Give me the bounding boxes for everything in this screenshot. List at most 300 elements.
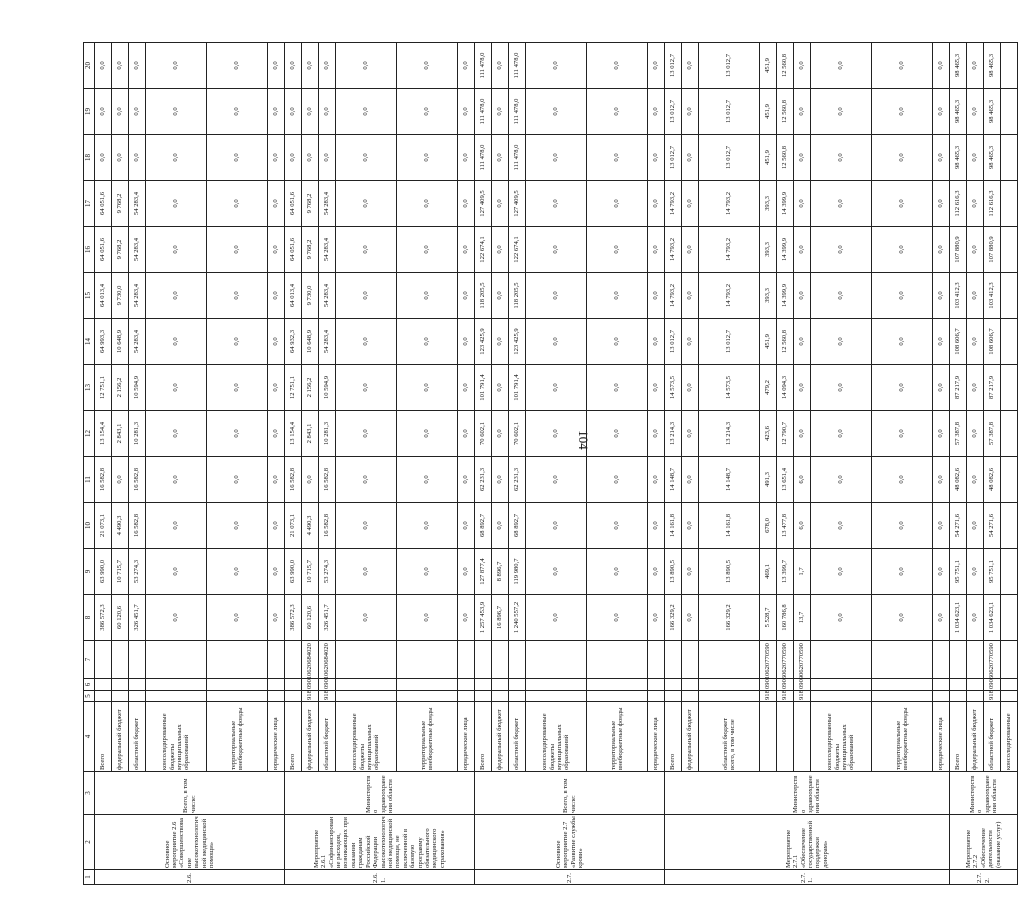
code-target: 0620770590 [984,641,1001,679]
value-cell-10: 0,0 [967,503,984,549]
value-cell-11: 6,0 [794,457,811,503]
value-cell-9: 469,1 [760,549,777,595]
value-cell-15 [1001,273,1018,319]
table-row [587,43,648,885]
value-cell-9: 119 980,7 [509,549,526,595]
value-cell-11: 0,0 [967,457,984,503]
value-cell-18: 111 478,0 [475,135,492,181]
value-cell-12: 0,0 [397,411,458,457]
table-row [967,43,984,885]
value-cell-18: 451,9 [760,135,777,181]
value-cell-14: 0,0 [397,319,458,365]
value-cell-15: 118 205,5 [509,273,526,319]
value-cell-11: 491,3 [760,457,777,503]
header-cell-18: 18 [84,135,95,181]
value-cell-16: 0,0 [526,227,587,273]
table-row [682,43,699,885]
value-cell-12 [1001,411,1018,457]
table-row [207,43,268,885]
code-grbs [811,691,872,702]
value-cell-11: 0,0 [207,457,268,503]
table-row [760,43,777,885]
table-row [777,43,794,885]
funding-source: федеральный бюджет [112,702,129,772]
value-cell-10: 0,0 [872,503,933,549]
value-cell-19: 13 012,7 [699,89,760,135]
value-cell-19: 12 560,8 [777,89,794,135]
funding-source [777,702,794,772]
header-cell-16: 16 [84,227,95,273]
header-cell-7: 7 [84,641,95,679]
funding-source: Всего [950,702,967,772]
funding-source: Всего [475,702,492,772]
header-cell-6: 6 [84,679,95,691]
value-cell-14: 123 425,9 [475,319,492,365]
header-cell-19: 19 [84,89,95,135]
value-cell-14: 12 560,8 [777,319,794,365]
value-cell-13: 2 156,2 [302,365,319,411]
value-cell-20: 0,0 [268,43,285,89]
value-cell-13: 0,0 [492,365,509,411]
value-cell-8: 0,0 [872,595,933,641]
value-cell-19: 0,0 [526,89,587,135]
value-cell-18: 0,0 [397,135,458,181]
value-cell-16: 0,0 [458,227,475,273]
value-cell-19: 0,0 [207,89,268,135]
table-row [336,43,397,885]
value-cell-13: 0,0 [682,365,699,411]
value-cell-15: 0,0 [336,273,397,319]
table-row [665,43,682,885]
value-cell-11: 0,0 [268,457,285,503]
value-cell-12: 12 790,7 [777,411,794,457]
rotated-table-frame [83,47,1013,885]
value-cell-20: 98 465,3 [984,43,1001,89]
value-cell-18 [1001,135,1018,181]
value-cell-11: 0,0 [112,457,129,503]
value-cell-13: 0,0 [967,365,984,411]
value-cell-17: 64 051,6 [285,181,302,227]
value-cell-18: 0,0 [129,135,146,181]
value-cell-20 [1001,43,1018,89]
executor: Всего, в том числе: [475,772,665,815]
value-cell-17: 9 768,2 [302,181,319,227]
value-cell-18: 0,0 [302,135,319,181]
value-cell-12: 70 602,1 [509,411,526,457]
value-cell-15: 64 013,4 [95,273,112,319]
value-cell-9: 0,0 [526,549,587,595]
value-cell-14: 13 012,7 [699,319,760,365]
value-cell-19: 0,0 [319,89,336,135]
value-cell-15: 9 730,0 [112,273,129,319]
value-cell-15: 0,0 [811,273,872,319]
funding-source: областной бюджет [984,702,1001,772]
value-cell-9: 95 751,1 [950,549,967,595]
code-target [648,641,665,679]
value-cell-9 [1001,549,1018,595]
code-target [268,641,285,679]
value-cell-11: 0,0 [458,457,475,503]
value-cell-16: 0,0 [967,227,984,273]
value-cell-15: 0,0 [967,273,984,319]
code-section [682,679,699,691]
value-cell-12: 0,0 [336,411,397,457]
value-cell-20: 0,0 [648,43,665,89]
code-grbs [112,691,129,702]
funding-source: юридические лица [458,702,475,772]
value-cell-9: 95 751,1 [984,549,1001,595]
funding-source: консолидированные бюджеты муниципальных образований [336,702,397,772]
funding-source: областной бюджет [129,702,146,772]
value-cell-18: 0,0 [268,135,285,181]
value-cell-15: 0,0 [268,273,285,319]
value-cell-8: 0,0 [526,595,587,641]
value-cell-14: 64 993,3 [95,319,112,365]
header-cell-12: 12 [84,411,95,457]
value-cell-9: 0,0 [458,549,475,595]
header-cell-20: 20 [84,43,95,89]
value-cell-8: 386 572,3 [95,595,112,641]
value-cell-12: 0,0 [933,411,950,457]
code-grbs [526,691,587,702]
value-cell-17: 0,0 [207,181,268,227]
value-cell-14: 0,0 [967,319,984,365]
code-section [665,679,682,691]
value-cell-10: 0,0 [933,503,950,549]
value-cell-11: 0,0 [397,457,458,503]
code-section [509,679,526,691]
value-cell-8: 0,0 [268,595,285,641]
code-section [492,679,509,691]
value-cell-15: 0,0 [587,273,648,319]
value-cell-13: 14 573,5 [665,365,682,411]
table-row [285,43,302,885]
header-cell-11: 11 [84,457,95,503]
code-grbs: 918 [319,691,336,702]
code-section [475,679,492,691]
value-cell-9: 10 715,7 [112,549,129,595]
value-cell-18: 0,0 [112,135,129,181]
code-target: 0620770590 [760,641,777,679]
value-cell-8: 0,0 [397,595,458,641]
value-cell-12: 13 214,3 [665,411,682,457]
value-cell-15: 0,0 [648,273,665,319]
header-cell-5: 5 [84,691,95,702]
value-cell-11: 0,0 [587,457,648,503]
value-cell-20: 0,0 [319,43,336,89]
value-cell-10: 0,0 [492,503,509,549]
value-cell-20: 13 012,7 [665,43,682,89]
value-cell-14: 0,0 [458,319,475,365]
value-cell-9: 0,0 [648,549,665,595]
table-row [509,43,526,885]
value-cell-13: 12 751,1 [285,365,302,411]
value-cell-17: 393,3 [760,181,777,227]
value-cell-19: 0,0 [285,89,302,135]
value-cell-11: 0,0 [336,457,397,503]
value-cell-17: 14 793,2 [665,181,682,227]
value-cell-15: 0,0 [682,273,699,319]
value-cell-8: 0,0 [207,595,268,641]
value-cell-8: 0,0 [682,595,699,641]
value-cell-19: 0,0 [794,89,811,135]
code-section [699,679,760,691]
value-cell-13: 0,0 [648,365,665,411]
value-cell-10: 0,0 [648,503,665,549]
table-row [397,43,458,885]
value-cell-16: 0,0 [811,227,872,273]
value-cell-17: 54 283,4 [319,181,336,227]
value-cell-12: 0,0 [492,411,509,457]
funding-source: Всего [285,702,302,772]
value-cell-15: 0,0 [146,273,207,319]
value-cell-19: 111 478,0 [475,89,492,135]
row-number: 2.7.1. [665,870,950,885]
value-cell-14: 0,0 [811,319,872,365]
code-target [207,641,268,679]
value-cell-10: 0,0 [587,503,648,549]
value-cell-10: 0,0 [811,503,872,549]
value-cell-18: 0,0 [648,135,665,181]
code-grbs: 918 [794,691,811,702]
value-cell-9: 0,0 [336,549,397,595]
value-cell-16: 0,0 [587,227,648,273]
measure-name: Мероприятие 2.7.2 «Обеспечение деятельности (оказание услуг) [950,815,1018,870]
value-cell-8: 1 240 557,2 [509,595,526,641]
value-cell-14: 108 606,7 [950,319,967,365]
value-cell-19 [1001,89,1018,135]
value-cell-11: 0,0 [811,457,872,503]
value-cell-18: 0,0 [872,135,933,181]
row-number: 2.6. [95,870,285,885]
value-cell-11: 62 231,3 [475,457,492,503]
value-cell-12: 57 387,8 [950,411,967,457]
value-cell-15: 103 412,3 [984,273,1001,319]
value-cell-10: 68 892,7 [509,503,526,549]
value-cell-18: 12 560,8 [777,135,794,181]
value-cell-19: 0,0 [397,89,458,135]
value-cell-9: 0,0 [872,549,933,595]
funding-source [794,702,811,772]
header-cell-14: 14 [84,319,95,365]
value-cell-9: 0,0 [397,549,458,595]
code-target [509,641,526,679]
value-cell-18: 0,0 [146,135,207,181]
value-cell-8: 326 451,7 [129,595,146,641]
code-section [397,679,458,691]
value-cell-11: 0,0 [648,457,665,503]
value-cell-9: 0,0 [268,549,285,595]
value-cell-12: 0,0 [207,411,268,457]
value-cell-16: 0,0 [268,227,285,273]
value-cell-17: 112 616,3 [950,181,967,227]
code-target [967,641,984,679]
value-cell-13: 2 156,2 [112,365,129,411]
code-grbs: 918 [302,691,319,702]
value-cell-13: 0,0 [146,365,207,411]
value-cell-9: 127 877,4 [475,549,492,595]
value-cell-15: 64 013,4 [285,273,302,319]
value-cell-12: 0,0 [146,411,207,457]
value-cell-8: 1 034 623,1 [984,595,1001,641]
value-cell-20: 98 465,3 [950,43,967,89]
value-cell-20: 111 478,0 [509,43,526,89]
value-cell-8: 166 329,2 [699,595,760,641]
value-cell-11: 16 582,8 [95,457,112,503]
value-cell-20: 0,0 [112,43,129,89]
code-grbs: 918 [777,691,794,702]
value-cell-12: 0,0 [458,411,475,457]
value-cell-16: 9 768,2 [302,227,319,273]
value-cell-12: 0,0 [967,411,984,457]
value-cell-17: 0,0 [648,181,665,227]
code-section: 0906 [777,679,794,691]
value-cell-12: 2 843,1 [112,411,129,457]
code-target [699,641,760,679]
code-target [458,641,475,679]
value-cell-16: 0,0 [146,227,207,273]
value-cell-19: 0,0 [811,89,872,135]
page-number: 104 [576,430,591,450]
value-cell-20: 0,0 [336,43,397,89]
value-cell-14: 10 648,9 [112,319,129,365]
value-cell-16: 54 283,4 [129,227,146,273]
value-cell-13: 0,0 [336,365,397,411]
value-cell-13: 10 594,9 [319,365,336,411]
value-cell-15: 103 412,3 [950,273,967,319]
value-cell-12: 0,0 [794,411,811,457]
value-cell-10: 0,0 [458,503,475,549]
value-cell-10: 13 477,8 [777,503,794,549]
funding-source: Всего [665,702,682,772]
value-cell-16: 0,0 [492,227,509,273]
funding-source: юридические лица [933,702,950,772]
value-cell-12: 0,0 [648,411,665,457]
value-cell-11: 16 582,8 [129,457,146,503]
value-cell-16: 0,0 [794,227,811,273]
value-cell-15: 0,0 [526,273,587,319]
code-section: 0901 [302,679,319,691]
value-cell-9: 10 715,7 [302,549,319,595]
value-cell-20: 0,0 [95,43,112,89]
value-cell-9: 13 890,5 [699,549,760,595]
code-grbs [475,691,492,702]
value-cell-10: 0,0 [207,503,268,549]
value-cell-14: 0,0 [682,319,699,365]
value-cell-20: 0,0 [492,43,509,89]
value-cell-9: 0,0 [933,549,950,595]
code-grbs [872,691,933,702]
value-cell-10: 21 073,1 [285,503,302,549]
value-cell-20: 0,0 [458,43,475,89]
table-row [268,43,285,885]
value-cell-14: 13 012,7 [665,319,682,365]
value-cell-17: 0,0 [872,181,933,227]
executor: Всего, в том числе: [95,772,285,815]
value-cell-19: 0,0 [587,89,648,135]
table-row [648,43,665,885]
value-cell-9: 0,0 [811,549,872,595]
value-cell-9: 0,0 [207,549,268,595]
funding-source: юридические лица [648,702,665,772]
table-row [129,43,146,885]
code-section [587,679,648,691]
value-cell-17: 9 768,2 [112,181,129,227]
value-cell-13: 101 791,4 [475,365,492,411]
value-cell-18: 13 012,7 [665,135,682,181]
value-cell-19: 0,0 [95,89,112,135]
value-cell-18: 0,0 [319,135,336,181]
table-row [950,43,967,885]
value-cell-17: 14 399,9 [777,181,794,227]
code-target [1001,641,1018,679]
code-grbs [699,691,760,702]
code-target [950,641,967,679]
table-row [146,43,207,885]
value-cell-10: 54 271,6 [984,503,1001,549]
code-section [526,679,587,691]
value-cell-11: 14 148,7 [699,457,760,503]
executor: Министерство здравоохранения области [950,772,1018,815]
funding-source [760,702,777,772]
value-cell-17: 0,0 [682,181,699,227]
value-cell-18: 0,0 [285,135,302,181]
header-cell-3: 3 [84,772,95,815]
code-grbs [397,691,458,702]
funding-source: консолидированные [1001,702,1018,772]
value-cell-8: 60 120,6 [302,595,319,641]
value-cell-16: 0,0 [336,227,397,273]
code-section [458,679,475,691]
code-target [526,641,587,679]
code-target [112,641,129,679]
value-cell-9: 63 990,0 [95,549,112,595]
code-section [336,679,397,691]
value-cell-14: 108 606,7 [984,319,1001,365]
value-cell-20: 0,0 [146,43,207,89]
value-cell-12: 13 154,4 [95,411,112,457]
value-cell-18: 0,0 [967,135,984,181]
value-cell-10: 0,0 [526,503,587,549]
funding-source: консолидированные бюджеты муниципальных образований [146,702,207,772]
value-cell-18: 0,0 [794,135,811,181]
value-cell-8: 1 257 453,9 [475,595,492,641]
value-cell-16: 107 880,9 [984,227,1001,273]
funding-source: территориальные внебюджетные фонды [397,702,458,772]
value-cell-10: 21 073,1 [95,503,112,549]
value-cell-9: 0,0 [682,549,699,595]
value-cell-12: 0,0 [872,411,933,457]
value-cell-14: 54 283,4 [129,319,146,365]
value-cell-16 [1001,227,1018,273]
table-row [872,43,933,885]
code-target [587,641,648,679]
value-cell-18: 13 012,7 [699,135,760,181]
value-cell-14: 123 425,9 [509,319,526,365]
code-target [285,641,302,679]
value-cell-17: 0,0 [526,181,587,227]
value-cell-16: 14 793,2 [699,227,760,273]
code-target [397,641,458,679]
value-cell-10: 14 161,8 [699,503,760,549]
row-number: 2.7. [475,870,665,885]
value-cell-16: 107 880,9 [950,227,967,273]
value-cell-13: 0,0 [933,365,950,411]
code-grbs [587,691,648,702]
value-cell-20: 0,0 [285,43,302,89]
header-cell-2: 2 [84,815,95,870]
value-cell-17: 0,0 [587,181,648,227]
